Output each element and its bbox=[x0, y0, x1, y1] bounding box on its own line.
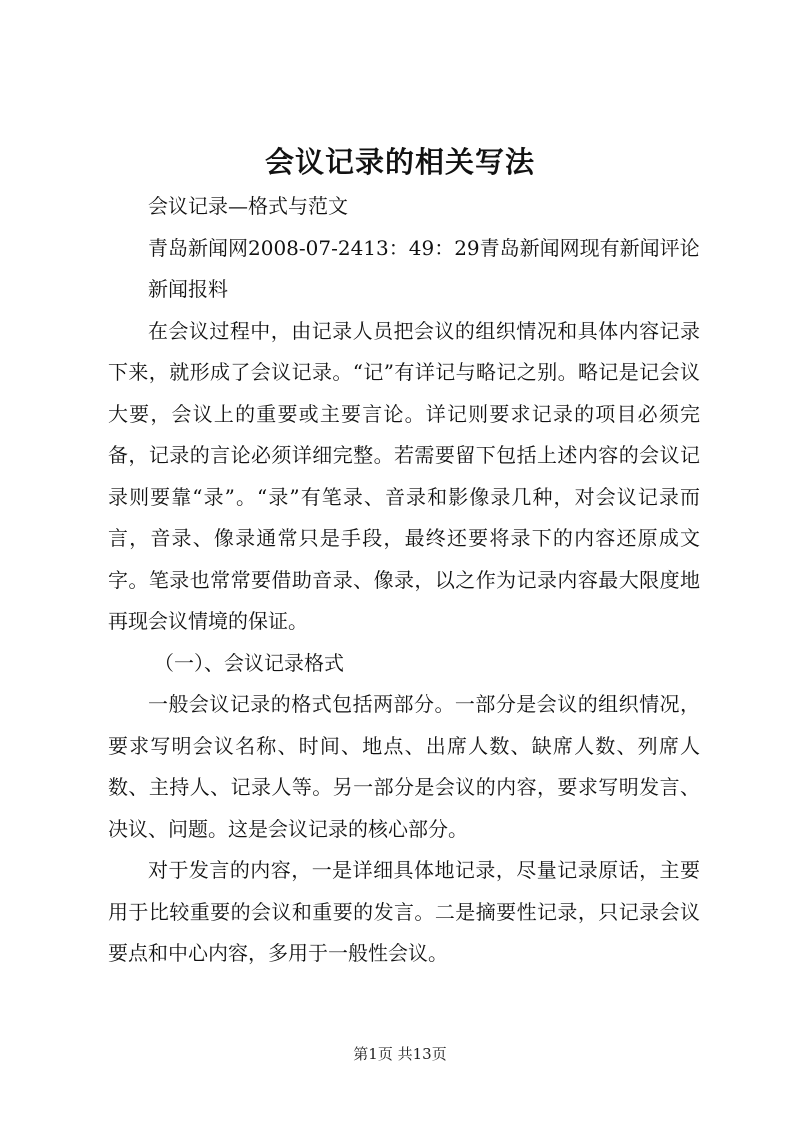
document-body bbox=[108, 186, 700, 975]
document-title: 会议记录的相关写法 bbox=[264, 145, 535, 179]
intro-paragraph: 在会议过程中，由记录人员把会议的组织情况和具体内容记录下来，就形成了会议记录。“记”有详记与略记之别。略记是记会议大要，会议上的重要或主要言论。详记则要求记录的项目必须完备，记录的言论必须详细完整。若需要留下包括上述内容的会议记录则要靠“录”。“录”有笔录、音录和影像录几种，对会议记录而言，音录、像录通常只是手段，最终还要将录下的内容还原成文字。笔录也常常要借助音录、像录，以之作为记录内容最大限度地再现会议情境的保证。 bbox=[108, 318, 700, 633]
source-paragraph: 青岛新闻网2008-07-2413：49：29青岛新闻网现有新闻评论 bbox=[148, 235, 700, 260]
news-tip-paragraph: 新闻报料 bbox=[148, 277, 228, 301]
section-heading: （一）、会议记录格式 bbox=[154, 650, 344, 675]
format-paragraph: 一般会议记录的格式包括两部分。一部分是会议的组织情况，要求写明会议名称、时间、地点、出席人数、缺席人数、列席人数、主持人、记录人等。另一部分是会议的内容，要求写明发言、决议、问题。这是会议记录的核心部分。 bbox=[108, 692, 700, 841]
subtitle-paragraph: 会议记录—格式与范文 bbox=[148, 194, 348, 218]
page-footer: 第1页 共13页 bbox=[353, 1045, 447, 1063]
content-paragraph: 对于发言的内容，一是详细具体地记录，尽量记录原话，主要用于比较重要的会议和重要的发言。二是摘要性记录，只记录会议要点和中心内容，多用于一般性会议。 bbox=[108, 858, 700, 965]
